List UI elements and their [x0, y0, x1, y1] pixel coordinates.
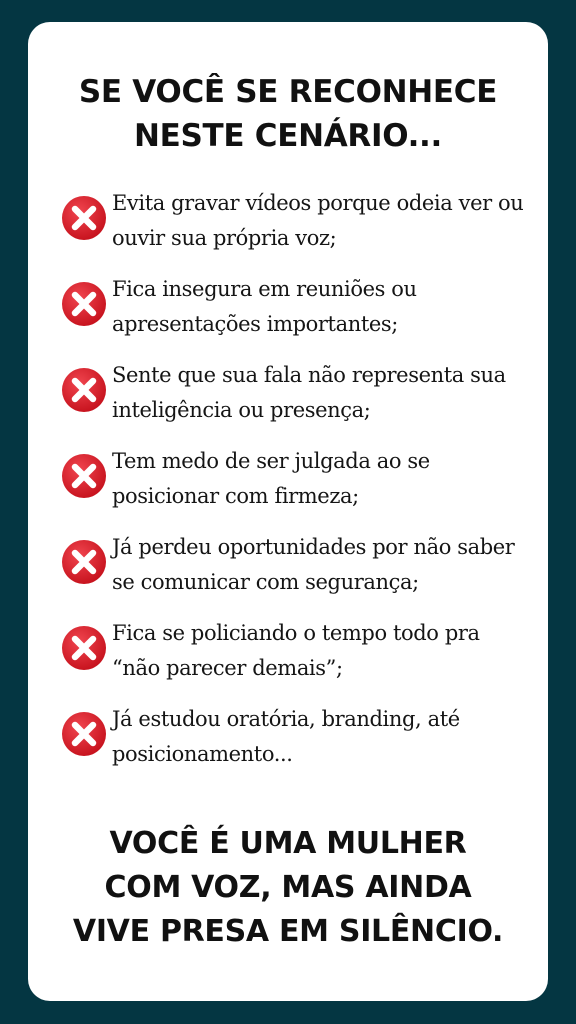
- list-item: [60, 616, 530, 702]
- list-item-line: Fica se policiando o tempo todo pra: [112, 621, 480, 645]
- x-mark-icon: [60, 366, 108, 414]
- list-item: [60, 358, 530, 444]
- list-item: [60, 702, 530, 788]
- list-item: [60, 272, 530, 358]
- list-item-line: Fica insegura em reuniões ou: [112, 277, 417, 301]
- list-item-line: Sente que sua fala não representa sua: [112, 363, 506, 387]
- list-item-line: ouvir sua própria voz;: [112, 226, 337, 250]
- page-title: [28, 70, 548, 158]
- x-mark-icon: [60, 624, 108, 672]
- title-line-1: SE VOCÊ SE RECONHECE: [78, 74, 498, 110]
- list-item-line: “não parecer demais”;: [112, 656, 343, 680]
- list-item-line: Já estudou oratória, branding, até: [112, 707, 460, 731]
- list-item-text: [112, 444, 532, 514]
- list-item-text: [112, 616, 532, 686]
- list-item-text: [112, 702, 532, 772]
- x-mark-icon: [60, 280, 108, 328]
- list-item: [60, 530, 530, 616]
- list-item-line: se comunicar com segurança;: [112, 570, 419, 594]
- list-item-line: inteligência ou presença;: [112, 398, 371, 422]
- title-line-2: NESTE CENÁRIO...: [133, 118, 443, 154]
- list-item-text: [112, 358, 532, 428]
- x-mark-icon: [60, 538, 108, 586]
- list-item-line: apresentações importantes;: [112, 312, 398, 336]
- list-item-text: [112, 530, 532, 600]
- closing-statement: [28, 822, 548, 954]
- symptom-list: [60, 186, 530, 788]
- list-item-line: posicionamento...: [112, 742, 293, 766]
- closing-line-3: VIVE PRESA EM SILÊNCIO.: [72, 914, 504, 949]
- list-item-text: [112, 186, 532, 256]
- x-mark-icon: [60, 710, 108, 758]
- content-card: [28, 22, 548, 1001]
- list-item-line: Já perdeu oportunidades por não saber: [112, 535, 515, 559]
- closing-line-1: VOCÊ É UMA MULHER: [109, 826, 467, 861]
- x-mark-icon: [60, 452, 108, 500]
- list-item: [60, 444, 530, 530]
- list-item-line: Tem medo de ser julgada ao se: [112, 449, 430, 473]
- closing-line-2: COM VOZ, MAS AINDA: [104, 870, 472, 905]
- list-item-text: [112, 272, 532, 342]
- list-item-line: Evita gravar vídeos porque odeia ver ou: [112, 191, 524, 215]
- list-item-line: posicionar com firmeza;: [112, 484, 359, 508]
- x-mark-icon: [60, 194, 108, 242]
- list-item: [60, 186, 530, 272]
